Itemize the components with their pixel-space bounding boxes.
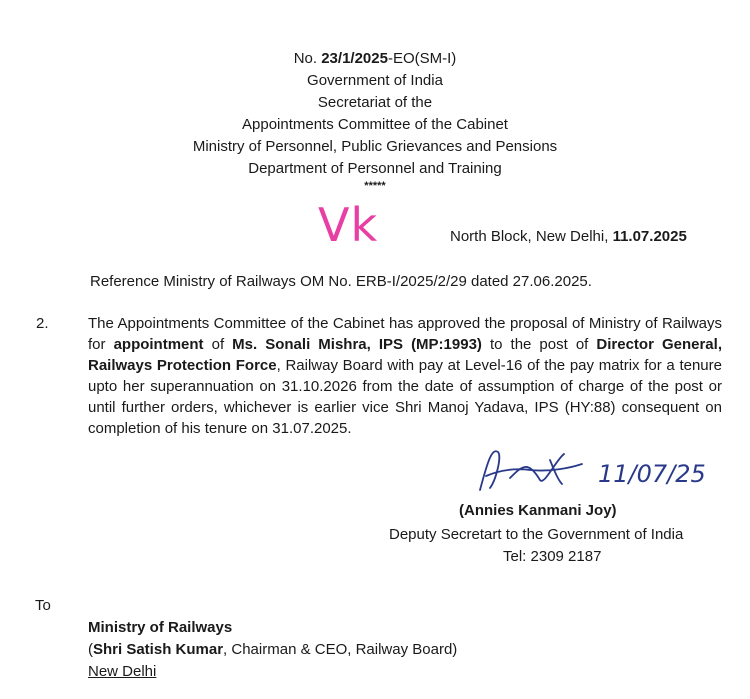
paragraph-number: 2.	[36, 315, 49, 332]
vk-stamp: Vk	[318, 198, 379, 252]
header-line-department: Department of Personnel and Training	[248, 160, 502, 177]
signatory-designation: Deputy Secretart to the Government of India	[389, 526, 684, 543]
header-stars: *****	[364, 180, 386, 192]
to-label: To	[35, 597, 51, 614]
signatory-name: (Annies Kanmani Joy)	[459, 502, 617, 519]
order-paragraph: 2. The Appointments Committee of the Cabinet has approved the proposal of Ministry of Railways for appointment of Ms. Sonali Mishra, IPS (MP:1993) to the post of Director General, Railways Protection Force, Railway Board with pay at Level-16 of the pay matrix for a tenure upto her superannuation on 31.10.2026 from the date of assumption of charge of the post or until further orders, whichever is earlier vice Shri Manoj Yadava, IPS (HY:88) consequent on completion of his tenure on 31.07.2025.	[36, 315, 722, 437]
recipient-city: New Delhi	[88, 663, 157, 680]
header-line-secretariat: Secretariat of the	[317, 94, 433, 111]
handwritten-date: 11/07/25	[598, 460, 706, 488]
order-number: No. 23/1/2025-EO(SM-I)	[293, 50, 457, 67]
recipient-person: (Shri Satish Kumar, Chairman & CEO, Railway Board)	[88, 641, 458, 658]
signatory-tel: Tel: 2309 2187	[503, 548, 602, 565]
header-line-committee: Appointments Committee of the Cabinet	[242, 116, 508, 133]
header-line-ministry: Ministry of Personnel, Public Grievances and Pensions	[192, 138, 558, 155]
recipient-org: Ministry of Railways	[88, 619, 233, 636]
handwritten-signature	[470, 440, 730, 500]
header-line-government: Government of India	[307, 72, 443, 89]
reference-line: Reference Ministry of Railways OM No. ERB-I/2025/2/29 dated 27.06.2025.	[90, 273, 592, 290]
place-date: North Block, New Delhi, 11.07.2025	[450, 228, 687, 245]
